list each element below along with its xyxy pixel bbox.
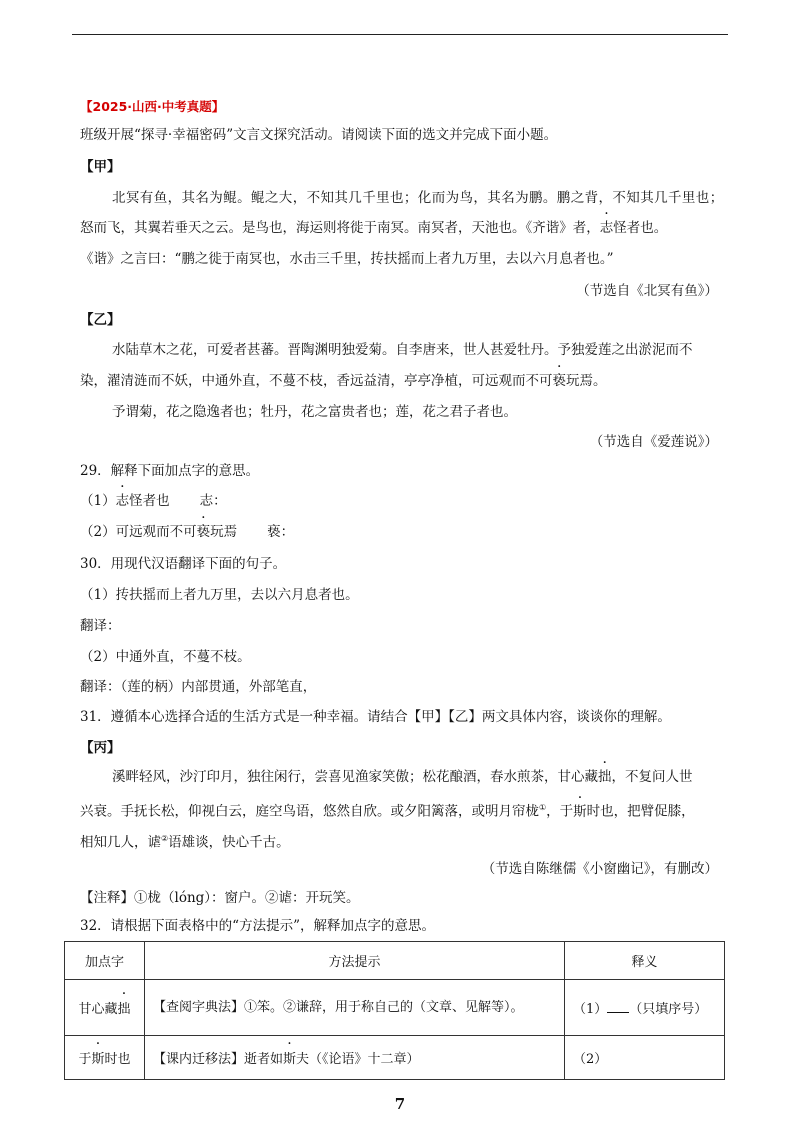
table-header-cell: 方法提示 — [145, 942, 565, 980]
table-row — [65, 980, 725, 1036]
passage-jia-line1: 北冥有鱼，其名为鲲。鲲之大，不知其几千里也；化而为鸟，其名为鹏。鹏之背，不知其几千里也； — [112, 190, 724, 206]
passage-bing-source: （节选自陈继儒《小窗幽记》，有删改） — [481, 861, 718, 877]
question-32-table — [64, 941, 725, 1080]
question-30-item1: （1）抟扶摇而上者九万里，去以六月息者也。 — [80, 587, 359, 603]
table-cell-method: 【课内迁移法】逝者如斯夫（《论语》十二章） — [145, 1036, 565, 1080]
dotted-char-zhi: 志 — [599, 220, 614, 236]
passage-jia-line2: 怒而飞，其翼若垂天之云。是鸟也，海运则将徙于南冥。南冥者，天池也。《齐谐》者，志怪者也。 — [80, 220, 668, 236]
passage-jia-source: （节选自《北冥有鱼》） — [576, 283, 718, 299]
intro-text: 班级开展“探寻·幸福密码”文言文探究活动。请阅读下面的选文并完成下面小题。 — [80, 127, 558, 143]
passage-jia-line3: 《谐》之言曰：“鹏之徙于南冥也，水击三千里，抟扶摇而上者九万里，去以六月息者也。” — [80, 251, 614, 267]
table-cell-answer: （2） — [565, 1036, 725, 1080]
exam-source-tag: 【2025·山西·中考真题】 — [80, 99, 225, 114]
table-row — [65, 1036, 725, 1080]
table-cell-method: 【查阅字典法】①笨。②谦辞，用于称自己的（文章、见解等）。 — [145, 980, 565, 1036]
question-31-title: 31．遵循本心选择合适的生活方式是一种幸福。请结合【甲】【乙】两文具体内容，谈谈你的理解。 — [80, 709, 671, 725]
question-32-title: 32．请根据下面表格中的“方法提示”，解释加点字的意思。 — [80, 918, 435, 934]
header-rule — [72, 34, 728, 35]
dotted-char-si: 斯 — [573, 803, 587, 820]
passage-bing-line1: 溪畔轻风，沙汀印月，独往闲行，尝喜见渔家笑傲；松花酿酒，春水煎茶，甘心藏拙，不复问人世 — [112, 769, 693, 785]
page-number: 7 — [394, 1095, 406, 1113]
passage-bing-label: 【丙】 — [80, 740, 121, 756]
question-30-translate1: 翻译： — [80, 618, 121, 634]
question-30-title: 30．用现代汉语翻译下面的句子。 — [80, 556, 287, 572]
passage-jia-label: 【甲】 — [80, 159, 121, 175]
question-29-title: 29．解释下面加点字的意思。 — [80, 463, 260, 479]
passage-bing-line2: 兴衰。手抚长松，仰视白云，庭空鸟语，悠然自欣。或夕阳篱落，或明月帘栊①，于斯时也，把臂促膝， — [80, 803, 695, 820]
table-header-row — [65, 942, 725, 980]
dotted-char-zhuo: 拙 — [598, 769, 612, 785]
answer-blank[interactable] — [607, 1000, 629, 1013]
annotation-note: 【注释】①栊（lóng）：窗户。②谑：开玩笑。 — [80, 890, 360, 906]
table-header-cell: 释义 — [565, 942, 725, 980]
table-cell-word: 于斯时也 — [65, 1036, 145, 1080]
question-30-item2: （2）中通外直，不蔓不枝。 — [80, 649, 251, 665]
passage-yi-line1: 水陆草木之花，可爱者甚蕃。晋陶渊明独爱菊。自李唐来，世人甚爱牡丹。予独爱莲之出淤泥而不 — [112, 342, 693, 358]
question-29-item2: （2）可远观而不可亵玩焉 亵： — [80, 524, 295, 540]
passage-yi-line2: 染，濯清涟而不妖，中通外直，不蔓不枝，香远益清，亭亭净植，可远观而不可亵玩焉。 — [80, 373, 607, 389]
table-cell-word: 甘心藏拙 — [65, 980, 145, 1036]
table-cell-answer: （1） （只填序号） — [565, 980, 725, 1036]
passage-yi-label: 【乙】 — [80, 312, 121, 328]
question-30-translate2: 翻译：（莲的柄）内部贯通，外部笔直， — [80, 679, 317, 695]
table-header-cell: 加点字 — [65, 942, 145, 980]
passage-bing-line3: 相知几人，谑②语雄谈，快心千古。 — [80, 834, 290, 851]
question-29-item1: （1）志怪者也 志： — [80, 493, 227, 509]
passage-yi-line3: 予谓菊，花之隐逸者也；牡丹，花之富贵者也；莲，花之君子者也。 — [112, 404, 517, 420]
passage-yi-source: （节选自《爱莲说》） — [589, 434, 718, 450]
dotted-char-xie: 亵 — [552, 373, 566, 389]
